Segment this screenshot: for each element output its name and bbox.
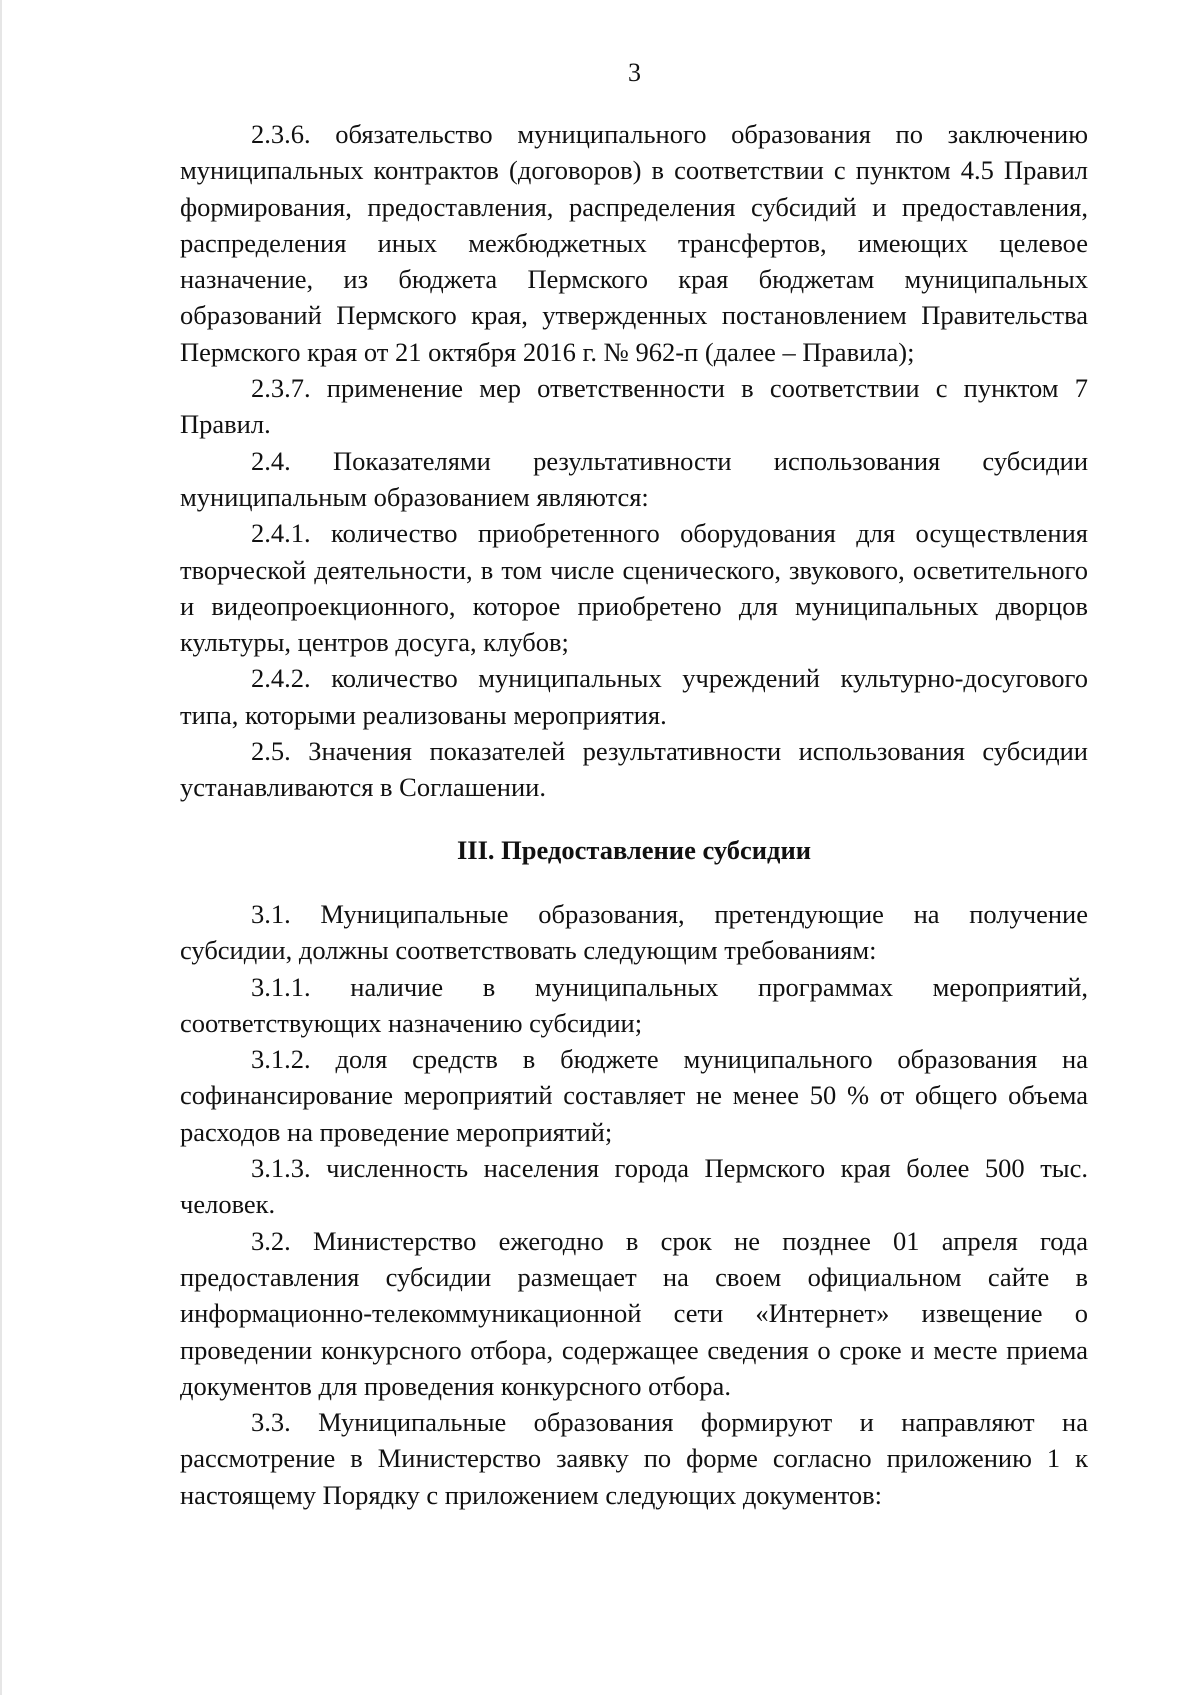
paragraph-3-1-3: 3.1.3. численность населения города Пермского края более 500 тыс. человек. xyxy=(180,1153,1088,1220)
paragraph-3-3: 3.3. Муниципальные образования формируют и направляют на рассмотрение в Министерство заявку по форме согласно приложению 1 к настоящему Порядку с приложением следующих документов: xyxy=(180,1407,1088,1510)
section-heading-3: III. Предоставление субсидии xyxy=(456,834,811,865)
paragraph-2-3-7: 2.3.7. применение мер ответственности в соответствии с пунктом 7 Правил. xyxy=(180,373,1088,440)
spacer xyxy=(180,868,1088,896)
paragraph-2-5: 2.5. Значения показателей результативности использования субсидии устанавливаются в Соглашении. xyxy=(180,736,1088,803)
page-number: 3 xyxy=(628,58,641,87)
paragraph-3-2: 3.2. Министерство ежегодно в срок не позднее 01 апреля года предоставления субсидии размещает на своем официальном сайте в информационно-телекоммуникационной сети «Интернет» извещение о проведении конкурсного отбора, содержащее сведения о сроке и месте приема документов для проведения конкурсного отбора. xyxy=(180,1225,1088,1401)
paragraph-2-4: 2.4. Показателями результативности использования субсидии муниципальным образованием являются: xyxy=(180,445,1088,512)
paragraph-2-4-1: 2.4.1. количество приобретенного оборудования для осуществления творческой деятельности, в том числе сценического, звукового, осветительного и видеопроекционного, которое приобретено для муниципальных дворцов культуры, центров досуга, клубов; xyxy=(180,518,1088,658)
paragraph-2-3-6: 2.3.6. обязательство муниципального образования по заключению муниципальных контрактов (договоров) в соответствии с пунктом 4.5 Правил формирования, предоставления, распределения субсидий и предоставления, распределения иных межбюджетных трансфертов, имеющих целевое назначение, из бюджета Пермского края бюджетам муниципальных образований Пермского края, утвержденных постановлением Правительства Пермского края от 21 октября 2016 г. № 962-п (далее – Правила); xyxy=(180,119,1088,367)
paragraph-3-1: 3.1. Муниципальные образования, претендующие на получение субсидии, должны соответствовать следующим требованиям: xyxy=(180,898,1088,966)
paragraph-3-1-1: 3.1.1. наличие в муниципальных программах мероприятий, соответствующих назначению субсидии; xyxy=(180,971,1088,1038)
document-body xyxy=(180,116,1088,1513)
paragraph-2-4-2: 2.4.2. количество муниципальных учреждений культурно-досугового типа, которыми реализованы мероприятия. xyxy=(180,663,1088,730)
spacer xyxy=(180,806,1088,832)
paragraph-3-1-2: 3.1.2. доля средств в бюджете муниципального образования на софинансирование мероприятий составляет не менее 50 % от общего объема расходов на проведение мероприятий; xyxy=(180,1044,1088,1147)
